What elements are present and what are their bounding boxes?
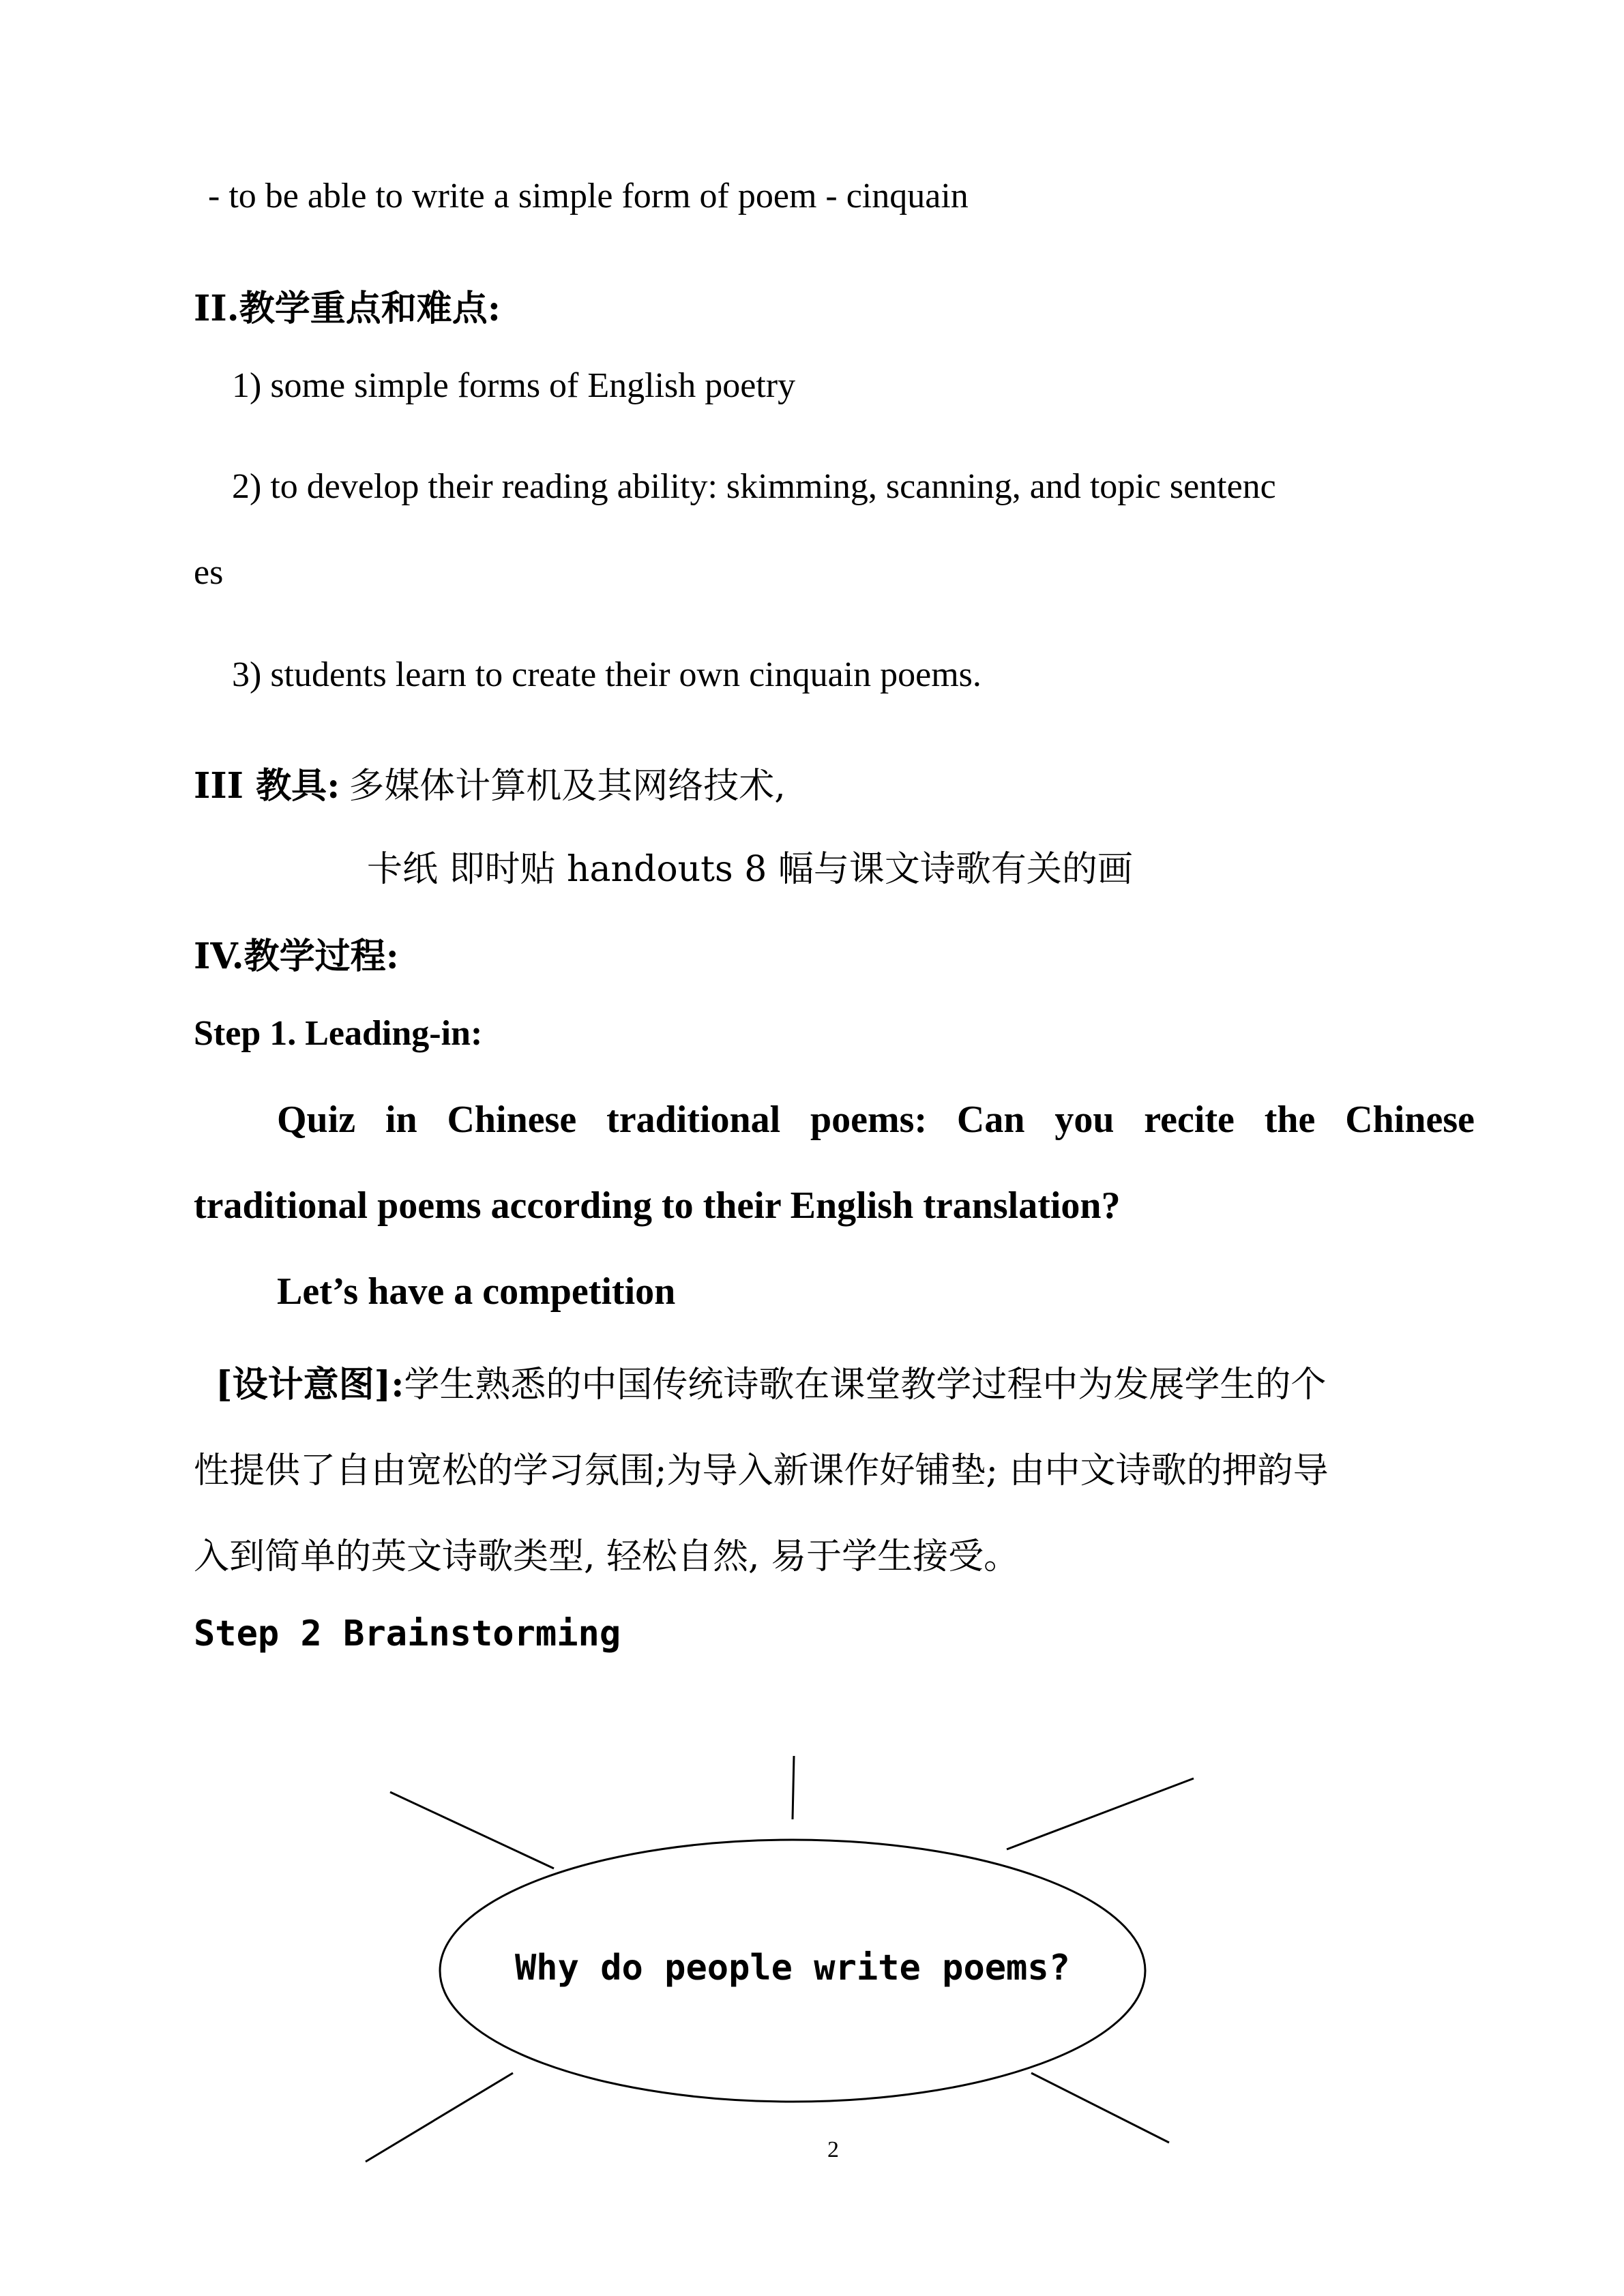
- focus-item-2: 2) to develop their reading ability: skimming, scanning, and topic sentenc: [232, 467, 1276, 506]
- design-intent-line-1: [设计意图]:学生熟悉的中国传统诗歌在课堂教学过程中为发展学生的个: [216, 1364, 1327, 1405]
- section-3-label: III 教具:: [194, 765, 340, 807]
- section-3-equipment: 多媒体计算机及其网络技术,: [349, 766, 786, 807]
- spoke-lower-left: [366, 2073, 513, 2162]
- spoke-lower-right: [1031, 2073, 1169, 2143]
- focus-item-3: 3) students learn to create their own cinquain poems.: [232, 655, 981, 694]
- spoke-upper-right: [1007, 1778, 1194, 1849]
- design-intent-line-2: 性提供了自由宽松的学习氛围;为导入新课作好铺垫; 由中文诗歌的押韵导: [194, 1450, 1329, 1491]
- section-2-heading: II.教学重点和难点:: [194, 288, 501, 329]
- section-3-line: [194, 757, 786, 808]
- section-4-heading: IV.教学过程:: [194, 936, 399, 977]
- spoke-upper-left: [390, 1792, 554, 1868]
- design-intent-label: [设计意图]:: [216, 1364, 404, 1405]
- quiz-line-2: traditional poems according to their English translation?: [194, 1184, 1121, 1227]
- design-intent-line-3: 入到简单的英文诗歌类型, 轻松自然, 易于学生接受。: [194, 1536, 1020, 1577]
- brainstorm-center-text: Why do people write poems?: [515, 1948, 1070, 1988]
- spoke-top: [793, 1756, 794, 1819]
- focus-item-1: 1) some simple forms of English poetry: [232, 366, 796, 405]
- section-3-materials: 卡纸 即时贴 handouts 8 幅与课文诗歌有关的画: [367, 849, 1133, 890]
- step-1-heading: Step 1. Leading-in:: [194, 1014, 483, 1053]
- quiz-line-1: Quiz in Chinese traditional poems: Can you recite the Chinese: [277, 1099, 1475, 1141]
- competition-line: Let’s have a competition: [277, 1270, 676, 1313]
- focus-item-2-continuation: es: [194, 553, 224, 592]
- step-2-heading: Step 2 Brainstorming: [194, 1613, 621, 1654]
- objective-cinquain: - to be able to write a simple form of poem - cinquain: [208, 177, 969, 215]
- page-number: 2: [827, 2137, 839, 2162]
